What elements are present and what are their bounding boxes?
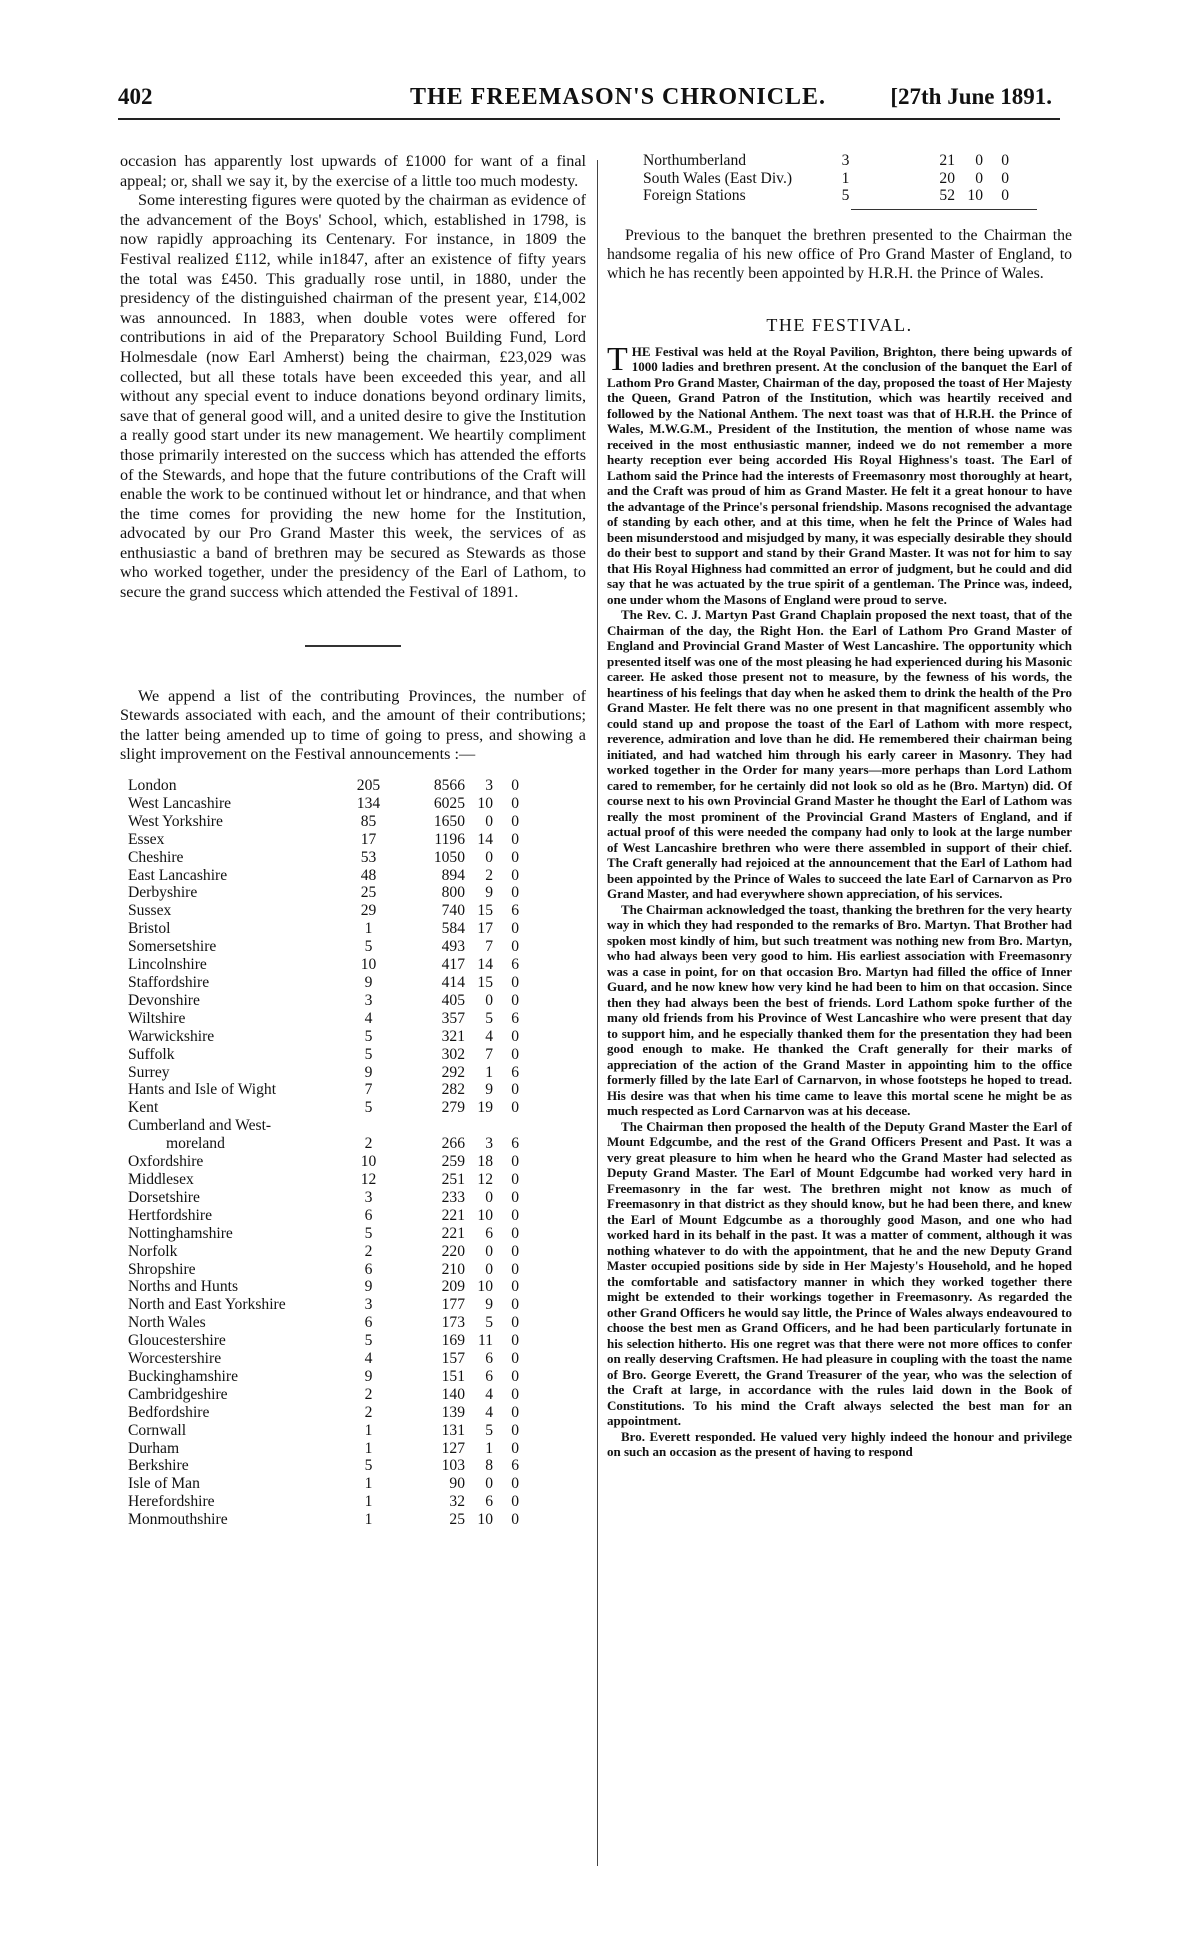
amount-pence: 0 xyxy=(511,938,519,956)
stewards-count: 85 xyxy=(360,812,377,830)
section-separator xyxy=(305,645,401,647)
amount-pounds: 173 xyxy=(441,1314,465,1332)
amount-shillings: 6 xyxy=(485,1350,493,1368)
stewards-count: 1 xyxy=(364,1475,373,1493)
publication-title: THE FREEMASON'S CHRONICLE. xyxy=(410,84,827,110)
amount-pounds: 221 xyxy=(441,1206,465,1224)
amount-shillings: 9 xyxy=(485,1296,493,1314)
province-name: North and East Yorkshire xyxy=(128,1296,286,1314)
table-row xyxy=(128,1493,519,1511)
stewards-count: 134 xyxy=(356,794,381,812)
amount-pounds: 90 xyxy=(449,1475,465,1493)
province-name: Sussex xyxy=(128,902,172,920)
amount-pounds: 251 xyxy=(441,1170,465,1188)
province-name: moreland xyxy=(166,1135,225,1153)
stewards-count: 5 xyxy=(841,187,850,205)
amount-pence: 0 xyxy=(511,1170,519,1188)
stewards-count: 1 xyxy=(364,1421,373,1439)
province-name: Dorsetshire xyxy=(128,1188,200,1206)
amount-pence: 6 xyxy=(511,956,519,974)
amount-pence: 0 xyxy=(511,1242,519,1260)
amount-pounds: 292 xyxy=(441,1063,465,1081)
table-row xyxy=(128,1475,519,1493)
table-row xyxy=(128,1135,519,1153)
province-name: Worcestershire xyxy=(128,1350,222,1368)
amount-shillings: 4 xyxy=(485,1403,493,1421)
table-row xyxy=(128,1511,519,1529)
amount-pounds: 151 xyxy=(441,1367,465,1385)
amount-shillings: 9 xyxy=(485,884,493,902)
amount-shillings: 6 xyxy=(485,1367,493,1385)
table-row xyxy=(128,1225,519,1243)
province-name: Buckinghamshire xyxy=(128,1367,239,1385)
stewards-count: 9 xyxy=(364,1278,373,1296)
table-row xyxy=(128,1064,519,1082)
province-name: Staffordshire xyxy=(128,974,210,991)
amount-pounds: 210 xyxy=(441,1260,465,1278)
amount-pounds: 8566 xyxy=(433,777,465,795)
amount-pence: 0 xyxy=(511,777,519,795)
stewards-count: 4 xyxy=(364,1350,373,1368)
stewards-count: 2 xyxy=(364,1135,373,1153)
amount-pence: 0 xyxy=(511,1385,519,1403)
amount-pounds: 266 xyxy=(441,1135,465,1153)
amount-pence: 0 xyxy=(511,1350,519,1368)
amount-pence: 0 xyxy=(511,974,519,991)
table-row xyxy=(128,1332,519,1350)
table-row xyxy=(128,1278,519,1296)
table-row xyxy=(643,170,1009,188)
festival-paragraph: The Rev. C. J. Martyn Past Grand Chaplain proposed the next toast, that of the Chairman of the day, the Right Hon. the Earl of Lathom Pro Grand Master of England and Provincial Grand Master of West Lancashire. The opportunity which presented itself was one of the most pleasing he had experienced during his Masonic career. He asked those present not to measure, by the fewness of his words, the heartiness of his feelings that day when he asked them to drink the health of the Pro Grand Master. He felt there was no one present in that magnificent assembly who could stand up and propose the toast of the Earl of Lathom with more respect, reverence, admiration and love than he did. He remembered their chairman being initiated, and had watched him through his early career in Masonry. They had worked together in the Order for many years—more perhaps than Lord Lathom cared to remember, for he certainly did not look so old as he (Bro. Martyn) did. Of course next to his own Provincial Grand Master he thought the Earl of Lathom was really the most prominent of the Provincial Grand Masters of England, and if actual proof of this were needed the company had only to look at the large number of West Lancashire brethren who were there assembled in support of their chief. The Craft generally had rejoiced at the announcement that the Earl of Lathom had been appointed by the Prince of Wales to succeed the late Earl of Carnarvon as Pro Grand Master, and had everywhere shown appreciation, of his services. xyxy=(607,607,1072,902)
amount-shillings: 9 xyxy=(485,1081,493,1099)
stewards-count: 7 xyxy=(364,1081,373,1099)
amount-shillings: 12 xyxy=(477,1170,493,1188)
stewards-count: 2 xyxy=(364,1385,373,1403)
amount-shillings: 0 xyxy=(485,1188,493,1206)
table-row xyxy=(128,1368,519,1386)
amount-pounds: 1050 xyxy=(433,848,465,866)
stewards-count: 5 xyxy=(364,1027,373,1045)
amount-shillings: 15 xyxy=(477,902,493,920)
amount-shillings: 1 xyxy=(485,1439,493,1457)
amount-pounds: 139 xyxy=(441,1403,465,1421)
stewards-count: 25 xyxy=(360,884,377,902)
amount-pence: 0 xyxy=(1001,187,1009,205)
table-row xyxy=(128,1314,519,1332)
amount-shillings: 10 xyxy=(477,1206,493,1224)
page-number: 402 xyxy=(118,84,153,109)
province-name: Berkshire xyxy=(128,1457,189,1475)
stewards-count: 1 xyxy=(364,1511,373,1529)
stewards-count: 5 xyxy=(364,1099,373,1117)
table-row xyxy=(128,1099,519,1117)
amount-pounds: 6025 xyxy=(433,794,465,812)
table-row xyxy=(128,1296,519,1314)
page-header xyxy=(118,84,1060,120)
amount-pence: 0 xyxy=(511,1421,519,1439)
amount-shillings: 10 xyxy=(967,187,983,205)
amount-pence: 0 xyxy=(511,1260,519,1278)
stewards-count: 53 xyxy=(360,848,377,866)
table-row xyxy=(128,1422,519,1440)
amount-pence: 0 xyxy=(511,1278,519,1296)
stewards-count: 3 xyxy=(364,991,373,1009)
province-name: Nottinghamshire xyxy=(128,1224,233,1242)
amount-shillings xyxy=(465,1117,493,1135)
province-name: Norfolk xyxy=(128,1242,178,1260)
amount-shillings: 5 xyxy=(485,1009,493,1027)
table-row xyxy=(643,152,1009,170)
stewards-count: 3 xyxy=(841,152,850,169)
province-name: Devonshire xyxy=(128,991,200,1009)
province-name: Warwickshire xyxy=(128,1027,215,1045)
table-row xyxy=(128,1261,519,1279)
amount-pence: 0 xyxy=(511,1296,519,1314)
amount-shillings: 3 xyxy=(485,777,493,795)
table-row xyxy=(128,1081,519,1099)
provinces-table-continued xyxy=(643,152,1009,205)
province-name: Gloucestershire xyxy=(128,1332,226,1350)
stewards-count: 5 xyxy=(364,1045,373,1063)
amount-pounds: 302 xyxy=(441,1045,465,1063)
amount-pounds: 1196 xyxy=(434,830,465,848)
amount-pounds: 740 xyxy=(441,902,465,920)
list-intro: We append a list of the contributing Provinces, the number of Stewards associated with each, and the amount of their contributions; the latter being amended up to time of going to press, and showing a slight improvement on the Festival announcements :— xyxy=(120,686,586,764)
festival-report xyxy=(607,340,1072,1460)
amount-pence: 0 xyxy=(511,1206,519,1224)
province-name: North Wales xyxy=(128,1314,206,1332)
amount-pence: 0 xyxy=(511,1493,519,1511)
amount-shillings: 0 xyxy=(485,1475,493,1493)
table-row xyxy=(128,992,519,1010)
amount-pence: 0 xyxy=(511,830,519,848)
provinces-table xyxy=(128,777,519,1529)
amount-pence: 0 xyxy=(511,884,519,902)
amount-shillings: 18 xyxy=(477,1153,493,1171)
province-name: Norths and Hunts xyxy=(128,1278,239,1296)
province-name: Middlesex xyxy=(128,1170,194,1188)
province-name: Cornwall xyxy=(128,1421,187,1439)
amount-shillings: 11 xyxy=(477,1332,493,1350)
amount-pence: 0 xyxy=(511,794,519,812)
table-row xyxy=(128,974,519,992)
amount-pence: 0 xyxy=(511,1332,519,1350)
amount-pence: 0 xyxy=(511,812,519,830)
province-name: Kent xyxy=(128,1099,159,1117)
amount-pounds: 414 xyxy=(441,974,465,991)
amount-pounds: 32 xyxy=(449,1493,465,1511)
stewards-count: 29 xyxy=(360,902,377,920)
table-row xyxy=(128,1171,519,1189)
stewards-count: 6 xyxy=(364,1314,373,1332)
amount-shillings: 0 xyxy=(485,991,493,1009)
stewards-count: 2 xyxy=(364,1403,373,1421)
article-paragraph: Some interesting figures were quoted by the chairman as evidence of the advancement of the Boys' School, which, established in 1798, is now rapidly approaching its Centenary. For instance, in 1809 the Festival realized £112, while in1847, after an existence of fifty years the total was £450. This gradually rose until, in 1880, under the presidency of the distinguished chairman of the present year, £14,002 was announced. In 1883, when double votes were offered for contributions in aid of the Preparatory School Building Fund, Lord Holmesdale (now Earl Amherst) being the chairman, £23,029 was collected, but all these totals have been exceeded this year, and all without any special event to induce donations beyond ordinary limits, save that of general good will, and a united desire to give the Institution a really good start under its new management. We heartily compliment those primarily interested on the success which has attended the efforts of the Stewards, and hope that the future contributions of the Craft will enable the work to be continued without let or hindrance, and that when the time comes for providing the new home for the Institution, advocated by our Pro Grand Master this week, the services of as enthusiastic a band of brethren may be secured as Stewards as those who worked together, under the presidency of the Earl of Lathom, to secure the grand success which attended the Festival of 1891. xyxy=(120,191,586,602)
amount-shillings: 1 xyxy=(485,1063,493,1081)
amount-pounds: 52 xyxy=(939,187,955,205)
table-row xyxy=(128,1440,519,1458)
table-row xyxy=(128,777,519,795)
amount-pence: 0 xyxy=(1001,169,1009,187)
table-row xyxy=(643,187,1009,205)
amount-shillings: 0 xyxy=(485,848,493,866)
table-row xyxy=(128,938,519,956)
stewards-count: 5 xyxy=(364,1224,373,1242)
amount-shillings: 3 xyxy=(485,1135,493,1153)
province-name: Bedfordshire xyxy=(128,1403,210,1421)
amount-pounds: 417 xyxy=(441,956,465,974)
table-end-rule xyxy=(851,209,1037,210)
amount-pounds: 321 xyxy=(441,1027,465,1045)
stewards-count: 1 xyxy=(364,920,373,938)
drop-cap: T xyxy=(607,340,628,378)
article-paragraph: occasion has apparently lost upwards of £1000 for want of a final appeal; or, shall we say it, by the exercise of a little too much modesty. xyxy=(120,152,586,190)
festival-heading: THE FESTIVAL. xyxy=(766,314,913,335)
issue-date: [27th June 1891. xyxy=(890,84,1052,109)
province-name: London xyxy=(128,777,177,795)
amount-shillings: 10 xyxy=(477,1278,493,1296)
amount-pence: 0 xyxy=(511,1314,519,1332)
province-name: Surrey xyxy=(128,1063,170,1081)
amount-pence: 0 xyxy=(511,1224,519,1242)
amount-shillings: 7 xyxy=(485,938,493,956)
stewards-count: 48 xyxy=(360,866,377,884)
province-name: Cambridgeshire xyxy=(128,1385,228,1403)
province-name: Somersetshire xyxy=(128,938,217,956)
amount-pounds: 21 xyxy=(939,152,955,169)
column-divider xyxy=(597,160,598,1866)
amount-pounds: 282 xyxy=(441,1081,465,1099)
amount-pence: 0 xyxy=(1001,152,1009,169)
amount-pounds: 209 xyxy=(441,1278,465,1296)
festival-paragraph: The Chairman then proposed the health of the Deputy Grand Master the Earl of Mount Edgcumbe, and the rest of the Grand Officers Present and Past. It was a very great pleasure to him when he heard who the Grand Master had selected as Deputy Grand Master. The Earl of Mount Edgcumbe had worked very hard in Freemasonry in the far west. The brethren might not know as much of Freemasonry in that district as they should know, but he had been there, and knew the Earl of Mount Edgcumbe as a thoroughly good Mason, and one who had worked hard in its behalf in the past. It was a matter of comment, although it was nothing whatever to do with the appointment, that he and the new Deputy Grand Master occupied positions side by side in Her Majesty's Household, and he hoped the comfortable and satisfactory manner in which they worked together there might be extended to their workings together in Freemasonry. As regarded the other Grand Officers he would say little, the Prince of Wales always endeavoured to choose the best men as Grand Officers, and he had been particularly fortunate in his selection hitherto. His one regret was that there were not more offices to confer on really deserving Craftsmen. He had pleasure in coupling with the toast the name of Bro. George Everett, the Grand Treasurer of the year, who was the selection of the Craft at large, in accordance with the rules laid down in the Book of Constitutions. To his mind the Craft always selected the best man for an appointment. xyxy=(607,1118,1072,1429)
province-name: Shropshire xyxy=(128,1260,196,1278)
province-name: South Wales (East Div.) xyxy=(643,169,793,187)
amount-pence: 0 xyxy=(511,1153,519,1171)
table-row xyxy=(128,1386,519,1404)
stewards-count: 9 xyxy=(364,1367,373,1385)
amount-pounds: 25 xyxy=(449,1511,465,1529)
amount-pounds: 20 xyxy=(939,169,955,187)
stewards-count: 1 xyxy=(364,1493,373,1511)
amount-shillings: 5 xyxy=(485,1314,493,1332)
province-name: Lincolnshire xyxy=(128,956,207,974)
amount-shillings: 10 xyxy=(477,1511,493,1529)
amount-shillings: 7 xyxy=(485,1045,493,1063)
stewards-count: 5 xyxy=(364,1332,373,1350)
amount-shillings: 15 xyxy=(477,974,493,991)
festival-first-text: HE Festival was held at the Royal Pavilion, Brighton, there being upwards of 1000 ladies and brethren present. At the conclusion of the banquet the Earl of Lathom Pro Grand Master, Chairman of the day, proposed the toast of Her Majesty the Queen, Grand Patron of the Institution, which was heartily received and followed by the National Anthem. The next toast was that of H.R.H. the Prince of Wales, M.W.G.M., President of the Institution, the mention of whose name was received in the most enthusiastic manner, indeed we do not remember a more hearty reception ever being accorded His Royal Highness's toast. The Earl of Lathom said the Prince had the interests of Freemasonry most thoroughly at heart, and the Craft was proud of him as Grand Master. He felt it a great honour to have the advantage of the Prince's personal friendship. Masons recognised the advantage of standing by each other, and at this time, when he felt the Prince of Wales had been misunderstood and misjudged by many, it was especially desirable they should do their best to support and stand by their Grand Master. It was not for him to say that His Royal Highness had committed an error of judgment, but he could and did say that he was actuated by the true spirit of a gentleman. The Prince was, indeed, one under whom the Masons of England were proud to serve. xyxy=(607,343,1072,607)
stewards-count: 5 xyxy=(364,1457,373,1475)
table-row xyxy=(128,795,519,813)
amount-pounds: 131 xyxy=(441,1421,465,1439)
table-row xyxy=(128,867,519,885)
amount-pence: 0 xyxy=(511,1027,519,1045)
stewards-count: 10 xyxy=(360,956,377,974)
province-name: Wiltshire xyxy=(128,1009,186,1027)
amount-pence: 0 xyxy=(511,1475,519,1493)
table-row xyxy=(128,1457,519,1475)
table-row xyxy=(128,920,519,938)
stewards-count: 3 xyxy=(364,1188,373,1206)
amount-pence: 0 xyxy=(511,1188,519,1206)
left-column xyxy=(120,152,586,1529)
table-row xyxy=(128,1189,519,1207)
amount-pence: 6 xyxy=(511,1457,519,1475)
amount-shillings: 19 xyxy=(477,1099,493,1117)
stewards-count: 9 xyxy=(364,974,373,991)
table-row xyxy=(128,884,519,902)
amount-pounds: 233 xyxy=(441,1188,465,1206)
stewards-count: 10 xyxy=(360,1153,377,1171)
table-row xyxy=(128,1243,519,1261)
amount-pence: 6 xyxy=(511,1063,519,1081)
table-row xyxy=(128,1028,519,1046)
amount-pounds: 169 xyxy=(441,1332,465,1350)
amount-pounds: 493 xyxy=(441,938,465,956)
province-name: Cheshire xyxy=(128,848,184,866)
festival-paragraph: The Chairman acknowledged the toast, thanking the brethren for the very hearty way in which they had responded to the remarks of Bro. Martyn. That Brother had spoken most kindly of him, but such treatment was nothing new from Bro. Martyn, who had always been very good to him. His earliest association with Freemasonry was a case in point, for on that occasion Bro. Martyn had filled the office of Inner Guard, and he now knew how very kind he had been to him on that occasion. Since then they had always been the best of friends. Lord Lathom spoke further of the many old friends from his Province of West Lancashire who were present that day to support him, and he especially thanked them for the presentation they had been good enough to make. He thanked the Craft generally for their marks of appreciation of the action of the Grand Master in appointing him to the office formerly filled by the late Earl of Carnarvon, in whose footsteps he hoped to tread. His desire was that when his time came to leave this mortal scene he might be as much respected as Lord Carnarvon was at his decease. xyxy=(607,901,1072,1119)
amount-shillings: 6 xyxy=(485,1224,493,1242)
amount-shillings: 0 xyxy=(485,812,493,830)
amount-shillings: 5 xyxy=(485,1421,493,1439)
amount-pounds: 177 xyxy=(441,1296,465,1314)
amount-pence: 0 xyxy=(511,1367,519,1385)
table-row xyxy=(128,956,519,974)
amount-shillings: 17 xyxy=(477,920,493,938)
amount-pence xyxy=(493,1117,519,1135)
header-rule xyxy=(118,118,1060,120)
amount-shillings: 10 xyxy=(477,794,493,812)
amount-shillings: 4 xyxy=(485,1385,493,1403)
amount-shillings: 0 xyxy=(485,1242,493,1260)
table-row xyxy=(128,849,519,867)
amount-pounds: 103 xyxy=(441,1457,465,1475)
amount-shillings: 14 xyxy=(477,956,493,974)
amount-pence: 0 xyxy=(511,991,519,1009)
table-row xyxy=(128,1153,519,1171)
province-name: Derbyshire xyxy=(128,884,198,902)
stewards-count: 5 xyxy=(364,938,373,956)
amount-shillings: 0 xyxy=(485,1260,493,1278)
table-row xyxy=(128,1350,519,1368)
amount-pounds: 279 xyxy=(441,1099,465,1117)
amount-pence: 0 xyxy=(511,1403,519,1421)
amount-pounds xyxy=(396,1117,465,1135)
province-name: Suffolk xyxy=(128,1045,175,1063)
table-row xyxy=(128,902,519,920)
amount-pounds: 221 xyxy=(441,1224,465,1242)
table-row xyxy=(128,1046,519,1064)
festival-first-paragraph xyxy=(607,340,1072,608)
amount-pence: 0 xyxy=(511,848,519,866)
amount-pence: 0 xyxy=(511,920,519,938)
stewards-count: 2 xyxy=(364,1242,373,1260)
table-row xyxy=(128,831,519,849)
banquet-paragraph: Previous to the banquet the brethren presented to the Chairman the handsome regalia of his new office of Pro Grand Master of England, to which he has recently been appointed by H.R.H. the Prince of Wales. xyxy=(607,226,1072,282)
amount-shillings: 4 xyxy=(485,1027,493,1045)
table-row xyxy=(128,1404,519,1422)
province-name: Herefordshire xyxy=(128,1493,215,1511)
province-name: Monmouthshire xyxy=(128,1511,228,1529)
amount-pounds: 357 xyxy=(441,1009,465,1027)
province-name: Hants and Isle of Wight xyxy=(128,1081,277,1099)
table-row xyxy=(128,813,519,831)
amount-pence: 6 xyxy=(511,902,519,920)
table-row xyxy=(128,1117,519,1135)
amount-pounds: 800 xyxy=(441,884,465,902)
province-name: Durham xyxy=(128,1439,180,1457)
amount-pounds: 405 xyxy=(441,991,465,1009)
right-column xyxy=(607,152,1072,1460)
province-name: Oxfordshire xyxy=(128,1153,204,1171)
amount-pence: 6 xyxy=(511,1009,519,1027)
stewards-count: 6 xyxy=(364,1260,373,1278)
amount-pounds: 220 xyxy=(441,1242,465,1260)
province-name: Bristol xyxy=(128,920,171,938)
amount-pounds: 1650 xyxy=(433,812,465,830)
amount-shillings: 2 xyxy=(485,866,493,884)
province-name: West Yorkshire xyxy=(128,812,223,830)
amount-pence: 0 xyxy=(511,1081,519,1099)
stewards-count: 3 xyxy=(364,1296,373,1314)
province-name: Foreign Stations xyxy=(643,187,746,205)
amount-pounds: 127 xyxy=(441,1439,465,1457)
amount-pence: 0 xyxy=(511,1099,519,1117)
amount-pounds: 584 xyxy=(441,920,465,938)
amount-pounds: 894 xyxy=(441,866,465,884)
province-name: Essex xyxy=(128,830,165,848)
table-row xyxy=(128,1207,519,1225)
stewards-count: 6 xyxy=(364,1206,373,1224)
province-name: Hertfordshire xyxy=(128,1206,212,1224)
stewards-count: 205 xyxy=(356,777,381,795)
stewards-count: 12 xyxy=(360,1170,377,1188)
stewards-count: 17 xyxy=(360,830,377,848)
stewards-count xyxy=(341,1117,396,1135)
stewards-count: 9 xyxy=(364,1063,373,1081)
amount-pence: 0 xyxy=(511,1439,519,1457)
stewards-count: 1 xyxy=(841,169,850,187)
amount-pounds: 140 xyxy=(441,1385,465,1403)
amount-pence: 0 xyxy=(511,866,519,884)
province-name: West Lancashire xyxy=(128,794,232,812)
amount-shillings: 14 xyxy=(477,830,493,848)
stewards-count: 1 xyxy=(364,1439,373,1457)
amount-shillings: 8 xyxy=(485,1457,493,1475)
province-name: Isle of Man xyxy=(128,1475,200,1493)
amount-shillings: 0 xyxy=(975,152,983,169)
amount-pounds: 259 xyxy=(441,1153,465,1171)
province-name: Northumberland xyxy=(643,152,747,169)
amount-pounds: 157 xyxy=(441,1350,465,1368)
province-name: Cumberland and West- xyxy=(128,1117,272,1135)
province-name: East Lancashire xyxy=(128,866,228,884)
amount-shillings: 6 xyxy=(485,1493,493,1511)
amount-pence: 0 xyxy=(511,1511,519,1529)
amount-shillings: 0 xyxy=(975,169,983,187)
festival-paragraph: Bro. Everett responded. He valued very highly indeed the honour and privilege on such an occasion as the present of having to respond xyxy=(607,1428,1072,1460)
stewards-count: 4 xyxy=(364,1009,373,1027)
table-row xyxy=(128,1010,519,1028)
amount-pence: 0 xyxy=(511,1045,519,1063)
amount-pence: 6 xyxy=(511,1135,519,1153)
